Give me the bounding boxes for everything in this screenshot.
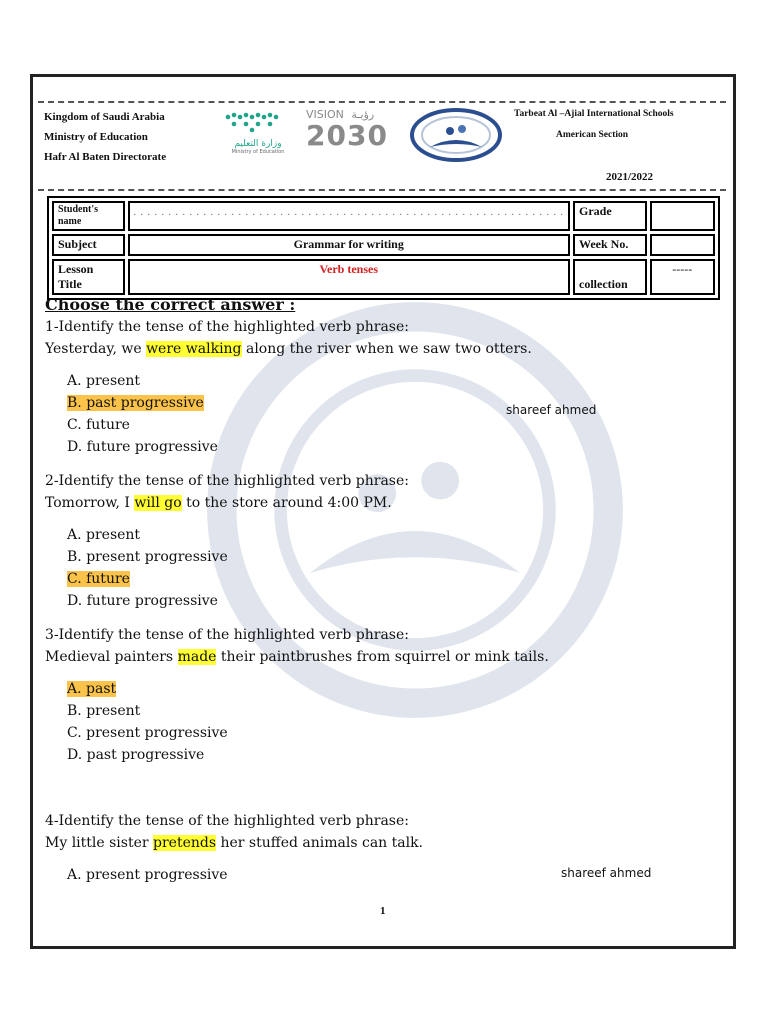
page-number: 1 xyxy=(380,905,386,917)
question-sentence xyxy=(45,338,725,360)
sentence-text: My little sister xyxy=(45,835,154,851)
answer-option-label: C. future xyxy=(67,571,130,587)
ministry-logo xyxy=(222,111,294,155)
answer-option[interactable] xyxy=(67,744,725,766)
question-sentence xyxy=(45,492,725,514)
letterhead-left xyxy=(44,107,166,167)
student-name-field[interactable] xyxy=(128,201,571,231)
question-prompt: 3-Identify the tense of the highlighted verb phrase: xyxy=(45,627,409,643)
answer-option-label: B. present xyxy=(67,703,141,719)
week-field[interactable] xyxy=(650,234,715,256)
sentence-text: her stuffed animals can talk. xyxy=(216,835,424,851)
answer-option[interactable] xyxy=(67,524,725,546)
answer-option[interactable] xyxy=(67,392,725,414)
question-prompt: 4-Identify the tense of the highlighted verb phrase: xyxy=(45,813,409,829)
answer-option[interactable] xyxy=(67,590,725,612)
signature-text: shareef ahmed xyxy=(506,403,597,417)
highlighted-verb-phrase: pretends xyxy=(153,835,217,851)
question-block xyxy=(45,470,725,612)
ministry-logo-caption: Ministry of Education xyxy=(231,149,285,155)
subject-value: Grammar for writing xyxy=(128,234,571,256)
answer-option[interactable] xyxy=(67,436,725,458)
answer-option[interactable] xyxy=(67,700,725,722)
sentence-text: their paintbrushes from squirrel or mink tails. xyxy=(216,649,549,665)
student-name-label: Student's name xyxy=(52,201,125,231)
answer-option-label: C. future xyxy=(67,417,130,433)
question-sentence xyxy=(45,646,725,668)
answer-option-label: B. past progressive xyxy=(67,395,204,411)
grade-label: Grade xyxy=(573,201,647,231)
answer-option[interactable] xyxy=(67,546,725,568)
academic-year: 2021/2022 xyxy=(606,171,654,183)
vision-2030-logo xyxy=(306,109,396,159)
highlighted-verb-phrase: were walking xyxy=(146,341,242,357)
question-block xyxy=(45,624,725,766)
answer-option-label: C. present progressive xyxy=(67,725,228,741)
grade-field[interactable] xyxy=(650,201,715,231)
question-sentence xyxy=(45,832,725,854)
lesson-title-value: Verb tenses xyxy=(128,259,571,295)
question-prompt: 2-Identify the tense of the highlighted verb phrase: xyxy=(45,473,409,489)
answer-options xyxy=(67,370,725,458)
lesson-title-label: Lesson Title xyxy=(52,259,125,295)
answer-option[interactable] xyxy=(67,678,725,700)
ministry-text: Ministry of Education xyxy=(44,131,148,143)
school-name: Tarbeat Al –Ajial International Schools xyxy=(514,109,674,119)
answer-option-label: A. present progressive xyxy=(67,867,228,883)
signature-text: shareef ahmed xyxy=(561,866,652,880)
answer-option[interactable] xyxy=(67,722,725,744)
question-prompt: 1-Identify the tense of the highlighted verb phrase: xyxy=(45,319,409,335)
sentence-text: to the store around 4:00 PM. xyxy=(181,495,392,511)
answer-option[interactable] xyxy=(67,370,725,392)
answer-options xyxy=(67,524,725,612)
question-list xyxy=(45,316,725,886)
ministry-logo-dots-icon xyxy=(222,111,282,133)
student-name-dots: . . . . . . . . . . . . . . . . . . . . . . . . . . . . . . . . . . . . . . . . . . . . . . . . . . . . . . . . . . . . . . xyxy=(133,207,564,218)
answer-option-label: D. past progressive xyxy=(67,747,205,763)
collection-label: collection xyxy=(573,259,647,295)
kingdom-text: Kingdom of Saudi Arabia xyxy=(44,111,165,123)
answer-option-label: A. past xyxy=(67,681,117,697)
answer-option-label: A. present xyxy=(67,373,141,389)
student-info-table xyxy=(47,196,720,300)
collection-value: ----- xyxy=(650,259,715,295)
answer-option-label: B. present progressive xyxy=(67,549,228,565)
highlighted-verb-phrase: made xyxy=(177,649,217,665)
answer-option[interactable] xyxy=(67,568,725,590)
sentence-text: along the river when we saw two otters. xyxy=(241,341,532,357)
answer-option-label: A. present xyxy=(67,527,141,543)
answer-option[interactable] xyxy=(67,414,725,436)
subject-label: Subject xyxy=(52,234,125,256)
directorate-text: Hafr Al Baten Directorate xyxy=(44,151,167,163)
vision-year: 2030 xyxy=(306,119,388,152)
worksheet-heading: Choose the correct answer : xyxy=(45,295,296,314)
sentence-text: Yesterday, we xyxy=(45,341,147,357)
section-name: American Section xyxy=(556,130,629,140)
vision-text: VISION xyxy=(306,108,344,121)
school-logo xyxy=(408,107,504,163)
question-block xyxy=(45,316,725,458)
highlighted-verb-phrase: will go xyxy=(134,495,182,511)
sentence-text: Tomorrow, I xyxy=(45,495,135,511)
answer-option-label: D. future progressive xyxy=(67,593,218,609)
letterhead xyxy=(38,101,726,191)
vision-arabic: رؤيـة xyxy=(351,108,375,121)
answer-option-label: D. future progressive xyxy=(67,439,218,455)
answer-options xyxy=(67,678,725,766)
ministry-logo-arabic: وزارة التعليم xyxy=(234,139,282,149)
worksheet xyxy=(45,294,725,886)
sentence-text: Medieval painters xyxy=(45,649,178,665)
week-label: Week No. xyxy=(573,234,647,256)
